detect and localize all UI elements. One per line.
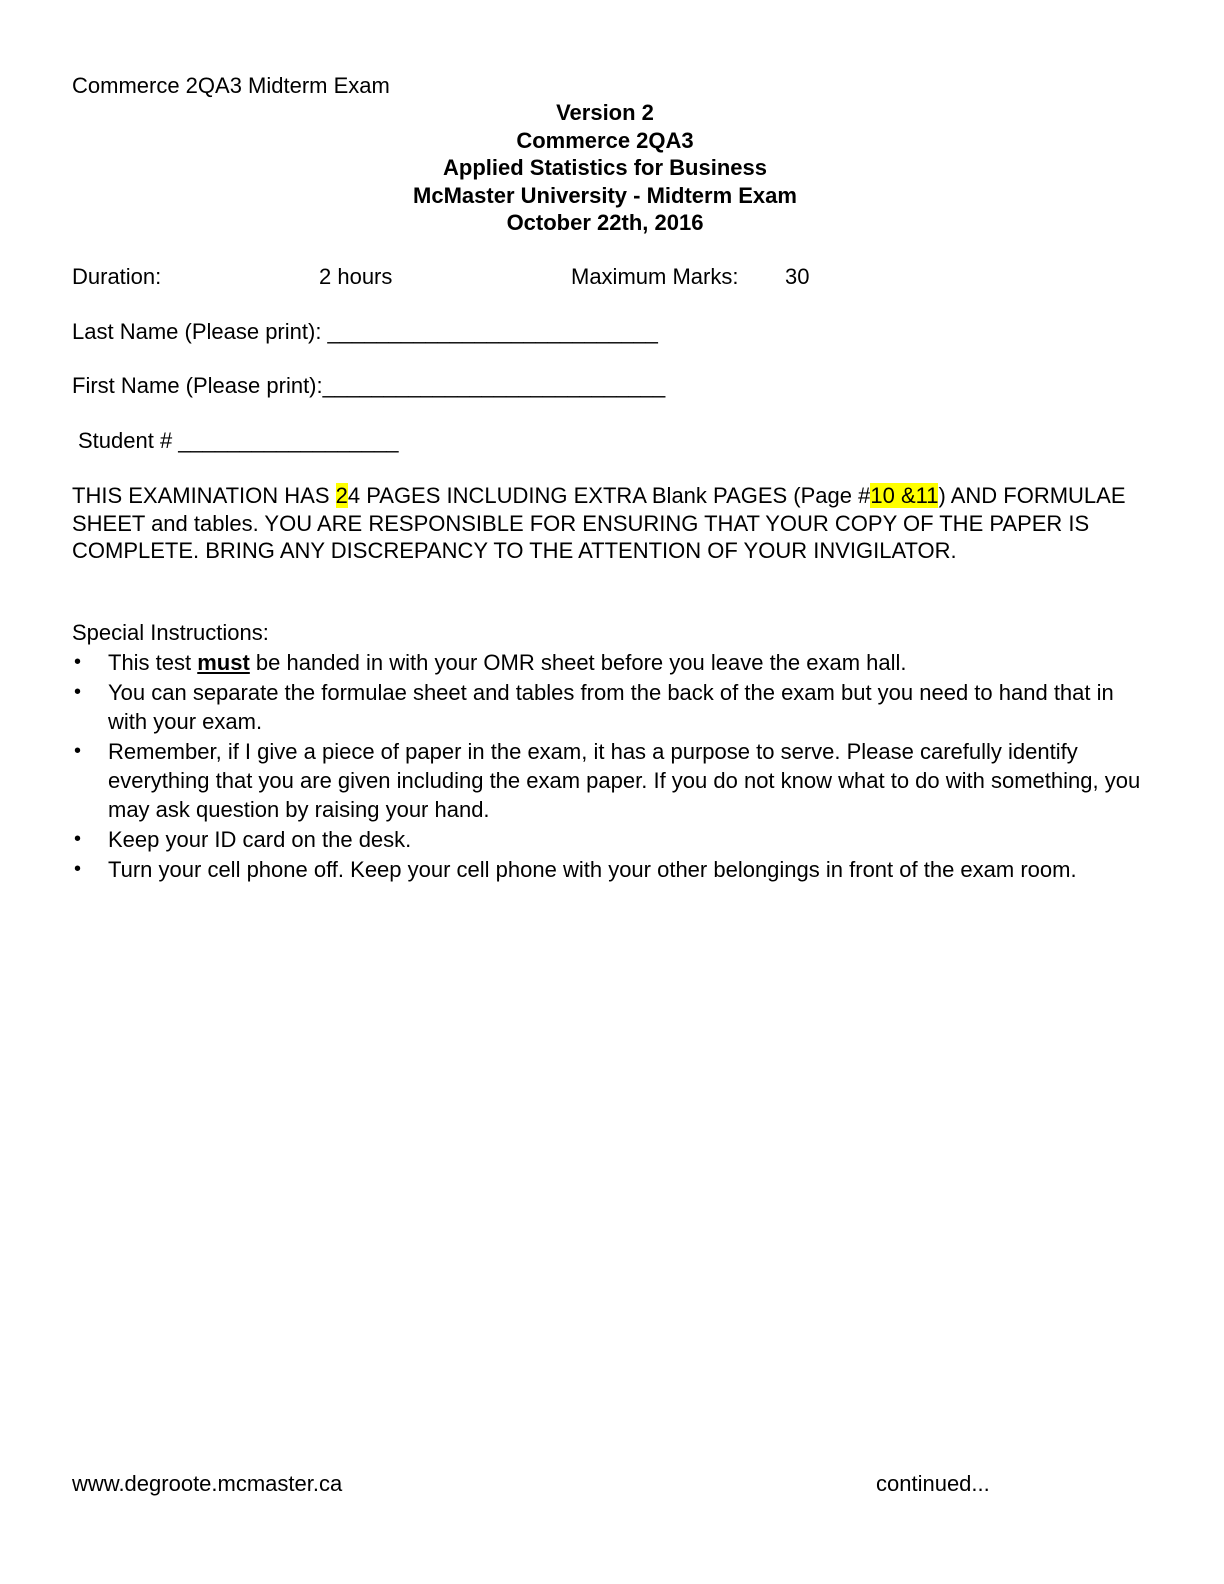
list-item <box>72 737 1152 824</box>
bullet-icon: • <box>74 740 82 762</box>
bullet-icon: • <box>74 828 82 850</box>
list-item <box>72 825 1152 854</box>
max-marks-value: 30 <box>785 264 810 289</box>
duration-label: Duration: <box>72 264 162 289</box>
list-item <box>72 678 1152 736</box>
notice-part2: 4 PAGES INCLUDING EXTRA Blank PAGES (Page # <box>347 483 871 508</box>
course-name: Applied Statistics for Business <box>443 155 767 180</box>
version-label: Version 2 <box>556 100 654 125</box>
last-name-field: Last Name (Please print): ___________________________ <box>72 319 658 344</box>
notice-highlight-blank-pages: 10 &11 <box>870 483 939 508</box>
running-header: Commerce 2QA3 Midterm Exam <box>72 73 390 98</box>
item-text: be handed in with your OMR sheet before you leave the exam hall. <box>249 650 907 675</box>
footer-website: www.degroote.mcmaster.ca <box>72 1471 343 1496</box>
list-item <box>72 855 1152 884</box>
exam-notice <box>72 482 1152 565</box>
exam-date: October 22th, 2016 <box>506 210 704 235</box>
instructions-list <box>72 648 1152 885</box>
special-instructions-label: Special Instructions: <box>72 620 269 645</box>
item-text: Remember, if I give a piece of paper in the exam, it has a purpose to serve. Please carefully identify everything that you are given including the exam paper. If you do not know what to do with something, you may ask question by raising your hand. <box>108 739 1141 822</box>
bullet-icon: • <box>74 858 82 880</box>
notice-part3: ) AND FORMULAE SHEET and tables. YOU ARE RESPONSIBLE FOR ENSURING THAT YOUR COPY OF THE PAPER IS COMPLETE. BRING ANY DISCREPANCY TO THE ATTENTION OF YOUR INVIGILATOR. <box>72 483 1126 563</box>
item-text: Keep your ID card on the desk. <box>108 827 412 852</box>
exam-info-row <box>72 263 872 291</box>
duration-value: 2 hours <box>319 264 393 289</box>
item-emphasis: must <box>197 650 250 675</box>
notice-highlight-page-count: 2 <box>335 483 348 508</box>
item-text: Turn your cell phone off. Keep your cell phone with your other belongings in front of the exam room. <box>108 857 1077 882</box>
title-block <box>0 99 1210 237</box>
item-text: This test <box>108 650 198 675</box>
max-marks-label: Maximum Marks: <box>571 264 739 289</box>
bullet-icon: • <box>74 651 82 673</box>
institution-exam: McMaster University - Midterm Exam <box>413 182 797 208</box>
student-number-field: Student # __________________ <box>78 428 399 453</box>
first-name-field: First Name (Please print):____________________________ <box>72 373 666 398</box>
item-text: You can separate the formulae sheet and tables from the back of the exam but you need to hand that in with your exam. <box>108 680 1114 734</box>
bullet-icon: • <box>74 681 82 703</box>
list-item <box>72 648 1152 677</box>
footer-continued: continued... <box>876 1471 990 1496</box>
notice-part1: THIS EXAMINATION HAS <box>72 483 336 508</box>
course-code: Commerce 2QA3 <box>516 127 694 153</box>
